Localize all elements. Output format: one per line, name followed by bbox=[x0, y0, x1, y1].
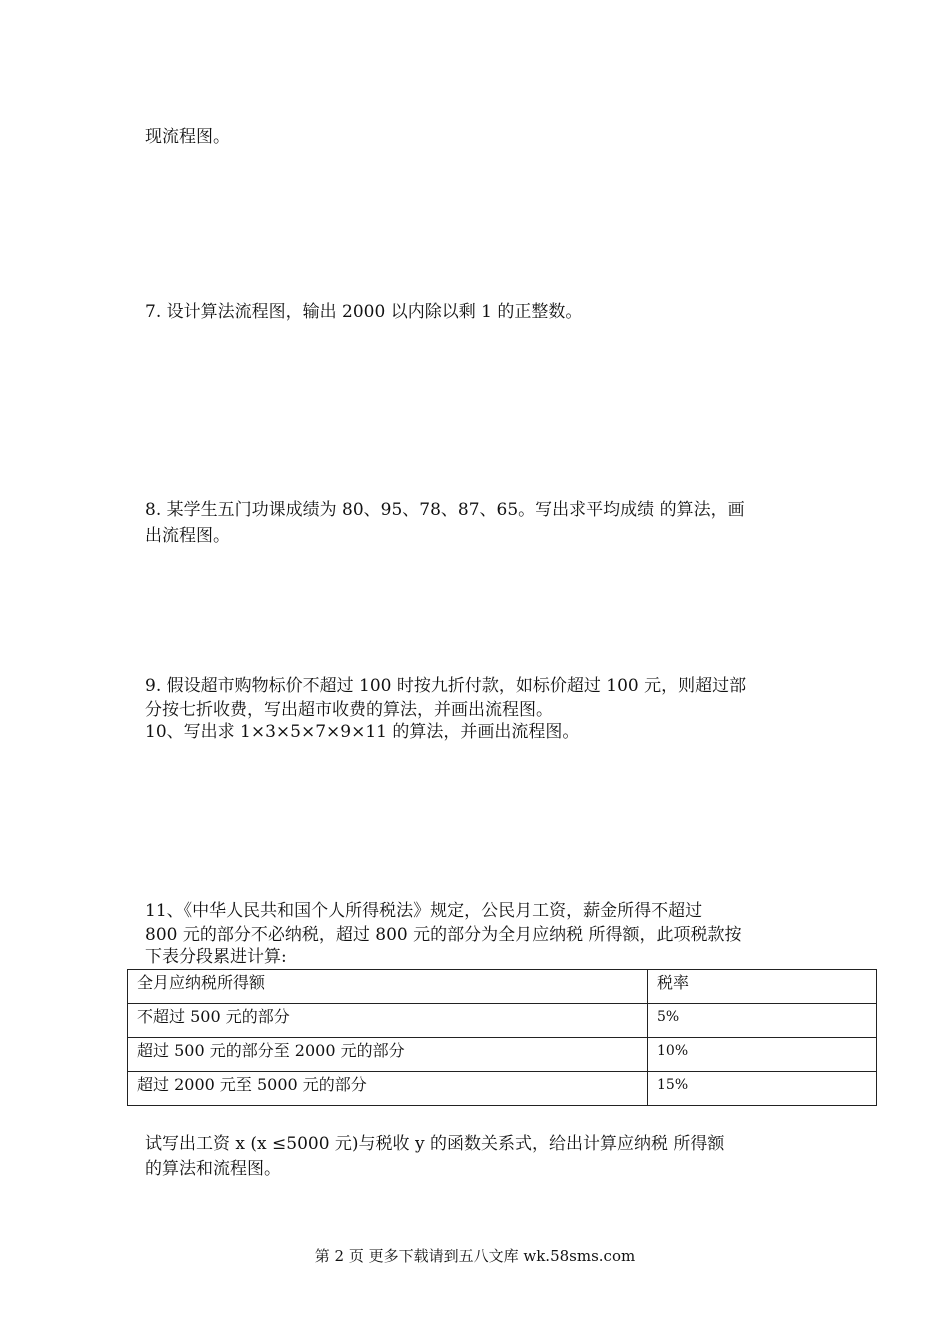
cell-income: 不超过 500 元的部分 bbox=[128, 1004, 648, 1038]
question-11-line-3: 下表分段累进计算: bbox=[145, 947, 287, 967]
question-11-line-5: 的算法和流程图。 bbox=[145, 1159, 281, 1179]
header-rate: 税率 bbox=[648, 970, 877, 1004]
page-footer: 第 2 页 更多下载请到五八文库 wk.58sms.com bbox=[314, 1247, 636, 1265]
cell-rate: 10% bbox=[648, 1038, 877, 1072]
question-11-line-1: 11、《中华人民共和国个人所得税法》规定，公民月工资，薪金所得不超过 bbox=[145, 901, 703, 921]
question-8-line-1: 8. 某学生五门功课成绩为 80、95、78、87、65。写出求平均成绩 的算法，画 bbox=[145, 500, 745, 520]
question-9-line-1: 9. 假设超市购物标价不超过 100 时按九折付款，如标价超过 100 元，则超过部 bbox=[145, 676, 747, 696]
question-11-line-2: 800 元的部分不必纳税，超过 800 元的部分为全月应纳税 所得额，此项税款按 bbox=[145, 925, 742, 945]
header-income: 全月应纳税所得额 bbox=[128, 970, 648, 1004]
question-9-line-2: 分按七折收费，写出超市收费的算法，并画出流程图。 bbox=[145, 700, 553, 720]
cell-income: 超过 500 元的部分至 2000 元的部分 bbox=[128, 1038, 648, 1072]
table-row bbox=[128, 1004, 877, 1038]
question-7: 7. 设计算法流程图，输出 2000 以内除以剩 1 的正整数。 bbox=[145, 302, 583, 322]
question-6-tail: 现流程图。 bbox=[145, 127, 230, 147]
cell-rate: 15% bbox=[648, 1072, 877, 1106]
table-row bbox=[128, 1072, 877, 1106]
cell-rate: 5% bbox=[648, 1004, 877, 1038]
cell-income: 超过 2000 元至 5000 元的部分 bbox=[128, 1072, 648, 1106]
question-8-line-2: 出流程图。 bbox=[145, 526, 230, 546]
question-10: 10、写出求 1×3×5×7×9×11 的算法，并画出流程图。 bbox=[145, 722, 580, 742]
table-header-row bbox=[128, 970, 877, 1004]
tax-rate-table bbox=[127, 969, 877, 1106]
question-11-line-4: 试写出工资 x (x ≤5000 元)与税收 y 的函数关系式，给出计算应纳税 所得额 bbox=[145, 1134, 725, 1154]
table-row bbox=[128, 1038, 877, 1072]
